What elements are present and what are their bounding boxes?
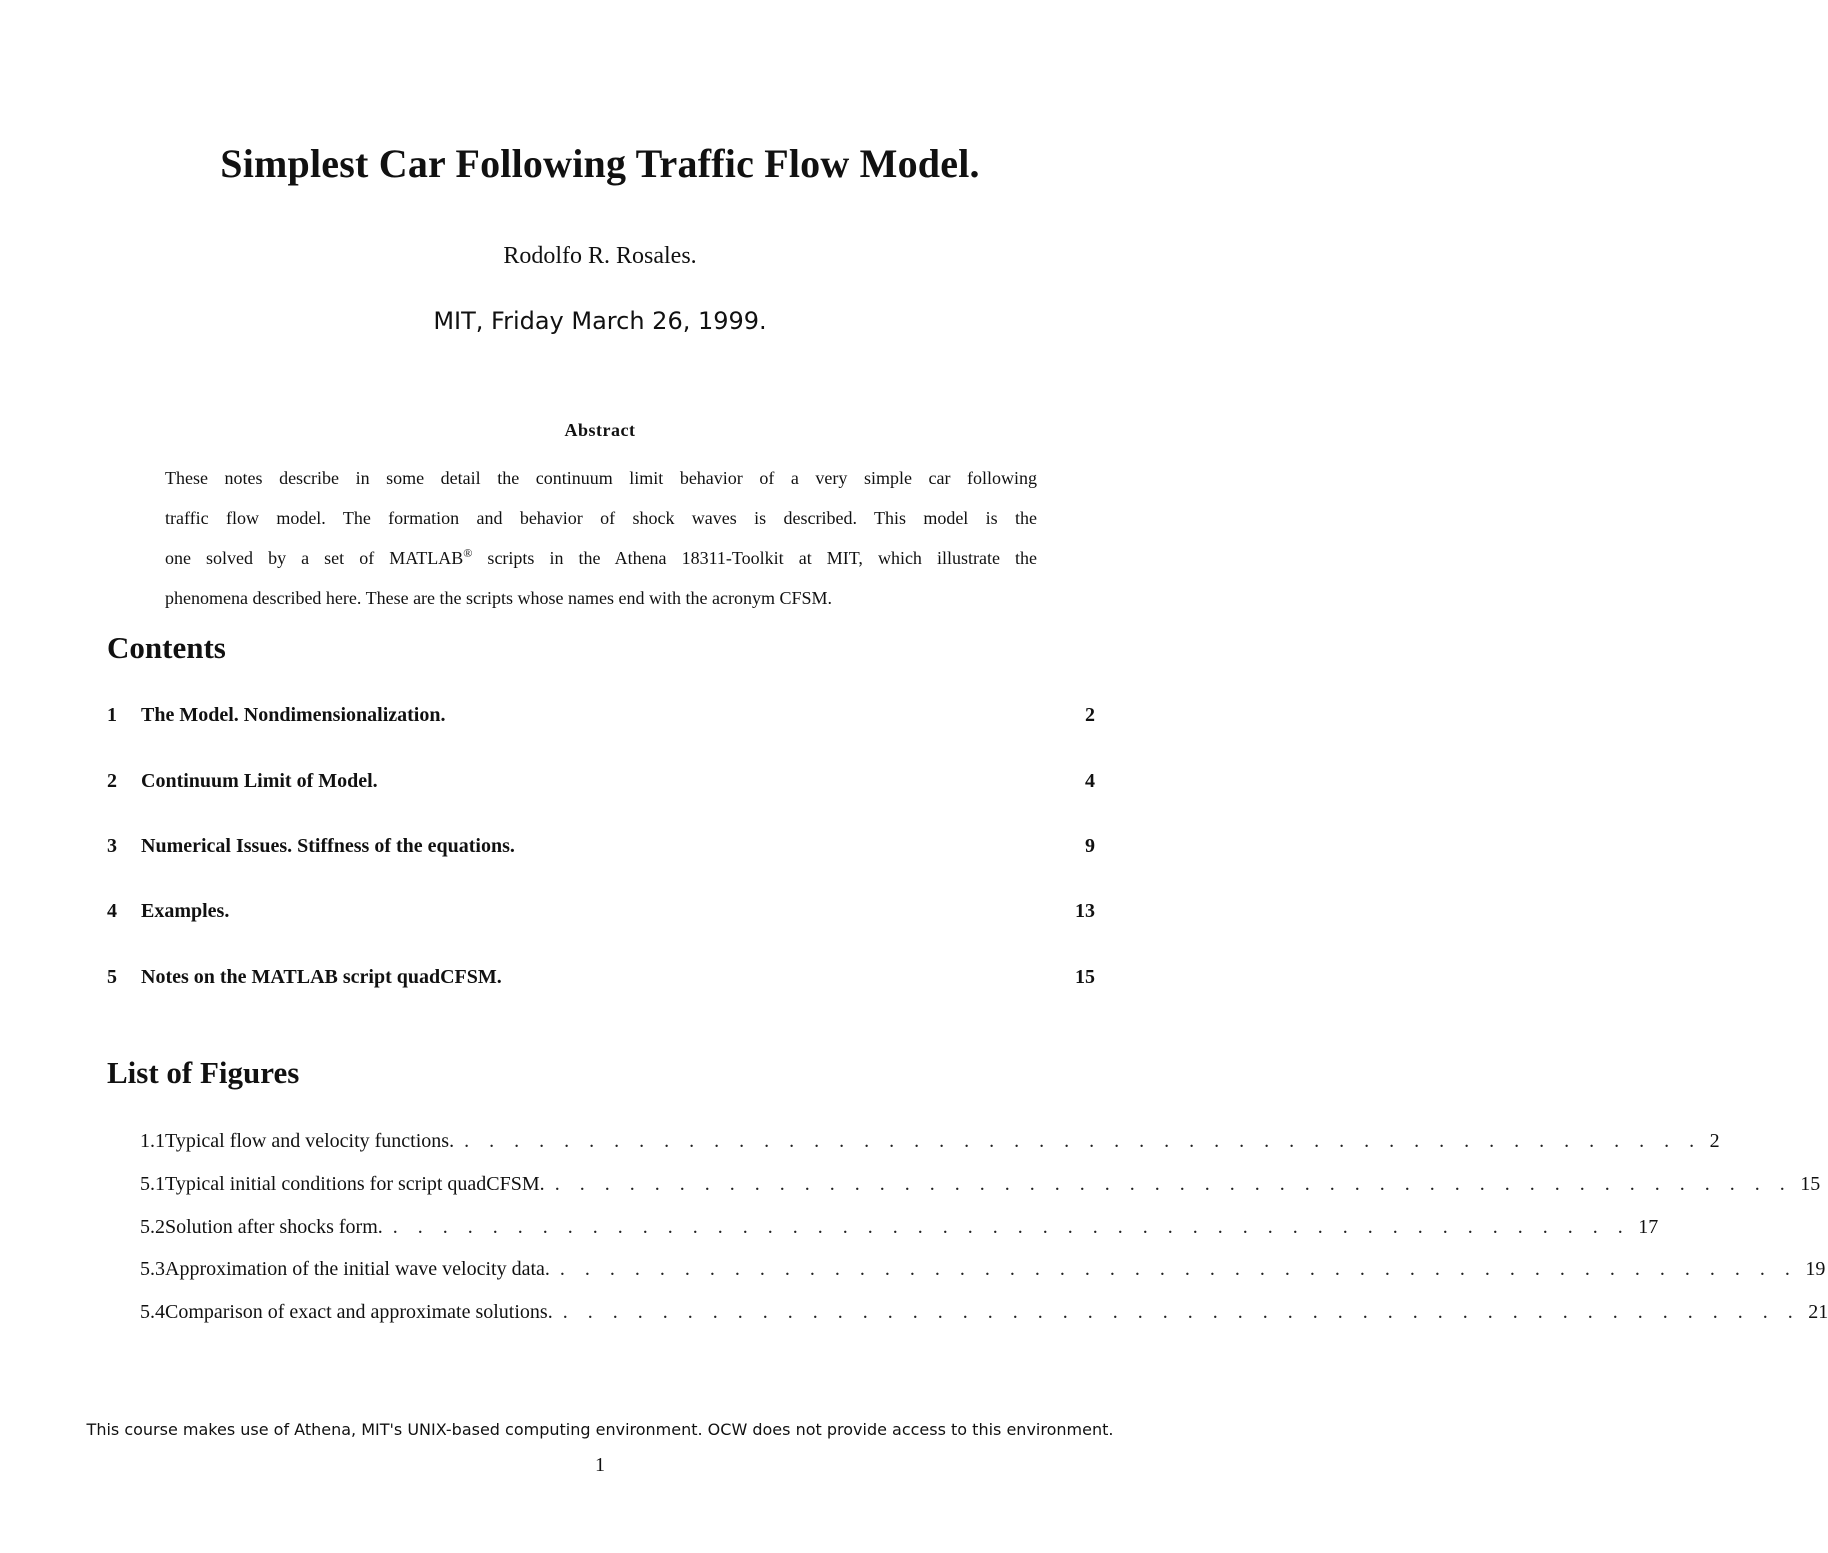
toc-entry-title: Continuum Limit of Model. [141,770,378,792]
matlab-brand: MATLAB [389,548,464,568]
figure-entry[interactable] [140,1216,1659,1246]
figure-entry-title: Comparison of exact and approximate solutions. [165,1301,553,1323]
toc-entry-number: 5 [107,966,117,988]
figure-entry-title: Typical initial conditions for script quadCFSM. [165,1173,545,1195]
toc-entry[interactable] [107,835,1095,867]
abstract-line-3 [165,538,1037,578]
figure-entry[interactable] [140,1301,1828,1331]
toc-entry-page: 9 [1085,835,1095,857]
toc-entry-title: Notes on the MATLAB script quadCFSM. [141,966,502,988]
figure-entry-number: 5.2 [140,1216,165,1238]
toc-entry-title: Examples. [141,900,230,922]
toc-entry[interactable] [107,966,1095,998]
figure-entry-page: 19 [1805,1258,1826,1280]
figure-entry-title: Approximation of the initial wave velocity data. [165,1258,550,1280]
figure-entry[interactable] [140,1258,1826,1288]
abstract-heading: Abstract [564,420,636,440]
list-of-figures-heading: List of Figures [107,1055,300,1090]
toc-entry-page: 2 [1085,704,1095,726]
toc-entry-number: 3 [107,835,117,857]
figure-entry-number: 5.4 [140,1301,165,1323]
toc-entry[interactable] [107,704,1095,736]
author-name: Rodolfo R. Rosales. [503,243,697,269]
figure-entry-page: 17 [1638,1216,1659,1238]
toc-entry[interactable] [107,900,1095,932]
footnote: This course makes use of Athena, MIT's UNIX-based computing environment. OCW does not provide access to this environment. [86,1420,1114,1439]
toc-entry-title: The Model. Nondimensionalization. [141,704,446,726]
abstract-line-3-start: one solved by a set of [165,548,390,568]
figure-entry-page: 2 [1709,1130,1720,1152]
toc-entry-number: 1 [107,704,117,726]
toc-entry[interactable] [107,770,1095,802]
figure-entry-number: 5.1 [140,1173,165,1195]
dot-leader: . . . . . . . . . . . . . . . . . . . . . . . . . . . . . . . . . . . . . . . . . . . . . . . . . . [562,1301,1801,1323]
document-date: MIT, Friday March 26, 1999. [433,307,767,335]
figure-entry[interactable] [140,1173,1821,1203]
abstract-body [165,458,1037,618]
contents-heading: Contents [107,630,226,665]
toc-entry-page: 15 [1075,966,1095,988]
dot-leader: . . . . . . . . . . . . . . . . . . . . . . . . . . . . . . . . . . . . . . . . . . . . . . . . . . [464,1130,1702,1152]
figure-entry-page: 21 [1808,1301,1828,1323]
registered-mark: ® [463,546,473,560]
dot-leader: . . . . . . . . . . . . . . . . . . . . . . . . . . . . . . . . . . . . . . . . . . . . . . . . . . [554,1173,1793,1195]
figure-entry[interactable] [140,1130,1720,1160]
figure-entry-number: 1.1 [140,1130,165,1152]
abstract-line-4: phenomena described here. These are the scripts whose names end with the acronym CFSM. [165,588,832,608]
abstract-line-1: These notes describe in some detail the continuum limit behavior of a very simple car following [165,468,1037,488]
toc-entry-title: Numerical Issues. Stiffness of the equations. [141,835,515,857]
abstract-line-2: traffic flow model. The formation and behavior of shock waves is described. This model is the [165,508,1037,528]
figure-entry-title: Typical flow and velocity functions. [165,1130,455,1152]
toc-entry-page: 13 [1075,900,1095,922]
figure-entry-page: 15 [1800,1173,1821,1195]
figure-entry-number: 5.3 [140,1258,165,1280]
abstract-line-3-end: scripts in the Athena 18311-Toolkit at MIT, which illustrate the [472,548,1037,568]
figure-entry-title: Solution after shocks form. [165,1216,383,1238]
toc-entry-page: 4 [1085,770,1095,792]
page-number: 1 [595,1454,605,1476]
dot-leader: . . . . . . . . . . . . . . . . . . . . . . . . . . . . . . . . . . . . . . . . . . . . . . . . . . [392,1216,1631,1238]
toc-entry-number: 2 [107,770,117,792]
dot-leader: . . . . . . . . . . . . . . . . . . . . . . . . . . . . . . . . . . . . . . . . . . . . . . . . . . [559,1258,1798,1280]
toc-entry-number: 4 [107,900,117,922]
document-title: Simplest Car Following Traffic Flow Model. [220,141,980,186]
